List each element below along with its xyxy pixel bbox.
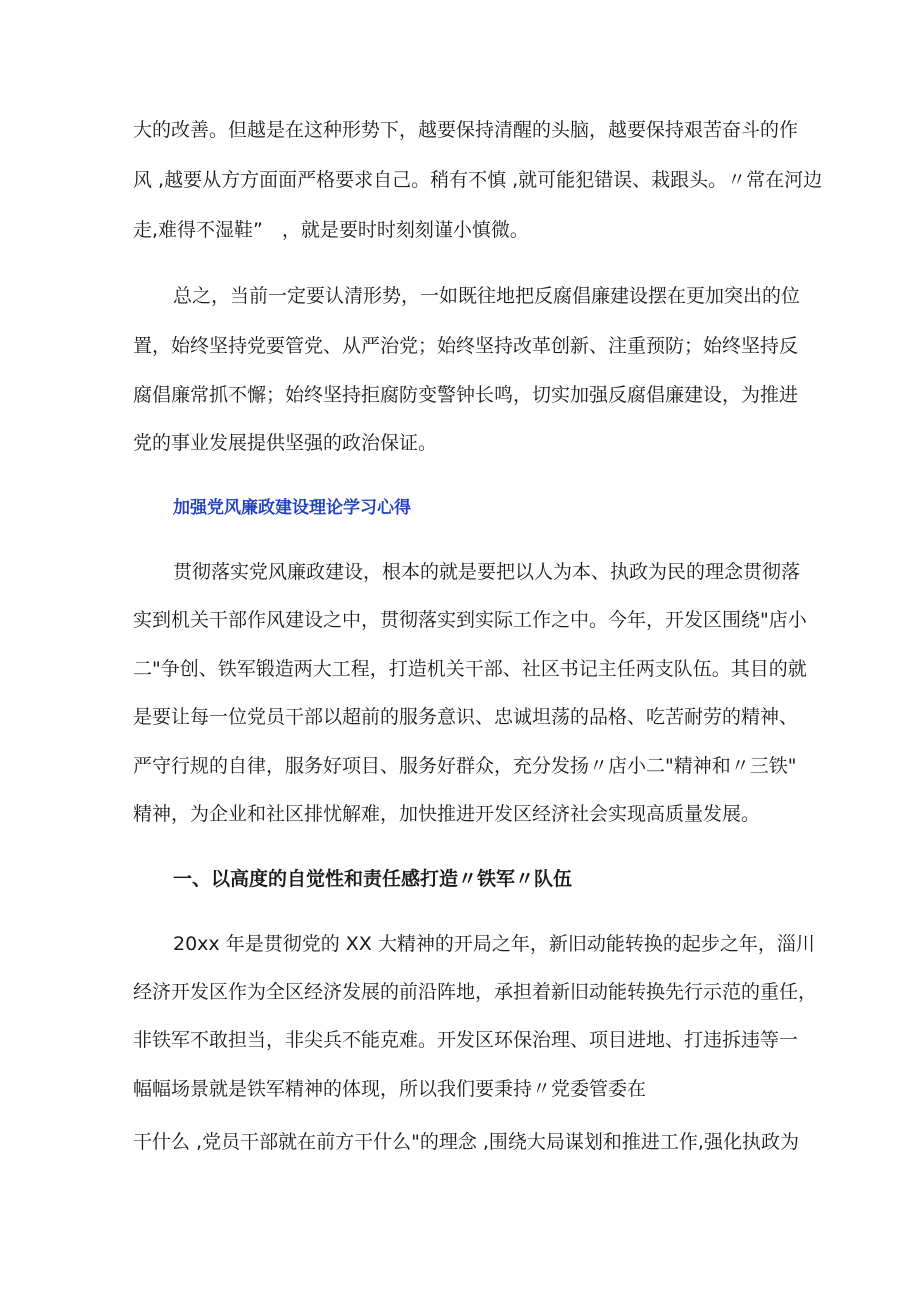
paragraph-2-line-1: 总之，当前一定要认清形势，一如既往地把反腐倡廉建设摆在更加突出的位 — [173, 285, 801, 307]
paragraph-1-line-1: 大的改善。但越是在这种形势下，越要保持清醒的头脑，越要保持艰苦奋斗的作 — [133, 119, 799, 141]
section-title: 加强党风廉政建设理论学习心得 — [173, 498, 411, 518]
paragraph-3-line-2: 实到机关干部作风建设之中，贯彻落实到实际工作之中。今年，开发区围绕"店小 — [133, 609, 807, 631]
paragraph-4-line-4: 幅幅场景就是铁军精神的体现，所以我们要秉持〃党委管委在 — [133, 1078, 647, 1100]
paragraph-2-line-4: 党的事业发展提供坚强的政治保证。 — [133, 432, 438, 454]
subheading: 一、以高度的自觉性和责任感打造〃铁军〃队伍 — [173, 868, 573, 890]
paragraph-2-line-2: 置，始终坚持党要管党、从严治党；始终坚持改革创新、注重预防；始终坚持反 — [133, 335, 799, 357]
paragraph-4-line-1: 20xx 年是贯彻党的 XX 大精神的开局之年，新旧动能转换的起步之年，淄川 — [173, 933, 815, 955]
paragraph-3-line-4: 是要让每一位党员干部以超前的服务意识、忠诚坦荡的品格、吃苦耐劳的精神、 — [133, 706, 799, 728]
paragraph-4-line-2: 经济开发区作为全区经济发展的前沿阵地，承担着新旧动能转换先行示范的重任， — [133, 981, 818, 1003]
paragraph-3-line-5: 严守行规的自律，服务好项目、服务好群众，充分发扬〃店小二"精神和〃三铁" — [133, 755, 797, 777]
paragraph-2-line-3: 腐倡廉常抓不懈；始终坚持拒腐防变警钟长鸣，切实加强反腐倡廉建设，为推进 — [133, 384, 799, 406]
paragraph-3-line-3: 二"争创、铁军锻造两大工程，打造机关干部、社区书记主任两支队伍。其目的就 — [133, 658, 807, 680]
paragraph-3-line-6: 精神，为企业和社区排忧解难，加快推进开发区经济社会实现高质量发展。 — [133, 803, 761, 825]
paragraph-3-line-1: 贯彻落实党风廉政建设，根本的就是要把以人为本、执政为民的理念贯彻落 — [173, 561, 801, 583]
paragraph-4-line-5: 干什么 ,党员干部就在前方干什么"的理念 ,围绕大局谋划和推进工作,强化执政为 — [133, 1131, 799, 1153]
paragraph-1-line-3: 走,难得不湿鞋” ，就是要时时刻刻谨小慎微。 — [133, 219, 529, 241]
paragraph-4-line-3: 非铁军不敢担当，非尖兵不能克难。开发区环保治理、项目进地、打违拆违等一 — [133, 1029, 799, 1051]
paragraph-1-line-2: 风 ,越要从方方面面严格要求自己。稍有不慎 ,就可能犯错误、栽跟头。〃常在河边 — [133, 169, 823, 191]
